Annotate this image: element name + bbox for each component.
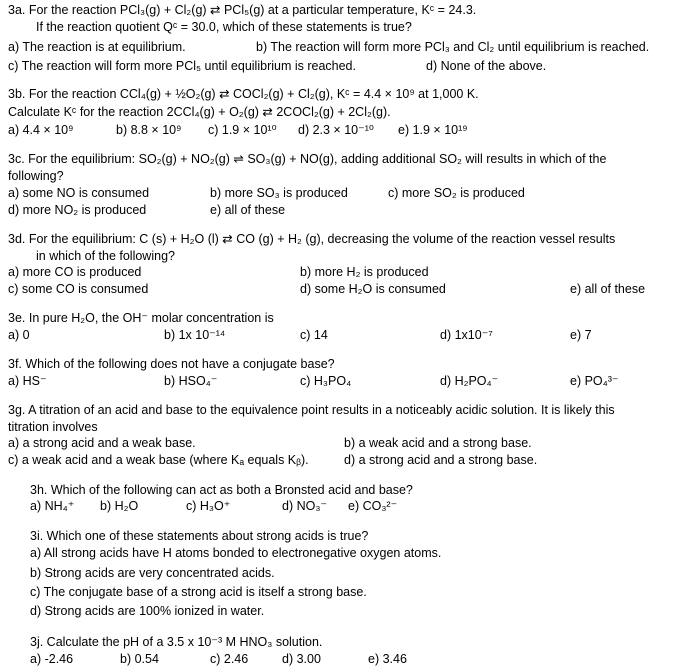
q3c-stem-line1: 3c. For the equilibrium: SO₂(g) + NO₂(g) ⇌ SO₃(g) + NO(g), adding additional SO₂ will results in which of the	[8, 152, 607, 166]
q3b-option-d: d) 2.3 × 10⁻¹⁰	[298, 123, 374, 137]
q3g-option-d: d) a strong acid and a strong base.	[344, 453, 538, 467]
q3g-stem-line1: 3g. A titration of an acid and base to the equivalence point results in a noticeably acidic solution. It is likely this	[8, 403, 615, 417]
q3g-option-b: b) a weak acid and a strong base.	[344, 436, 532, 450]
q3g-option-a: a) a strong acid and a weak base.	[8, 436, 196, 450]
q3f-stem: 3f. Which of the following does not have a conjugate base?	[8, 357, 335, 371]
q3e-option-d: d) 1x10⁻⁷	[440, 328, 493, 342]
q3h-option-c: c) H₃O⁺	[186, 499, 231, 513]
q3e-option-c: c) 14	[300, 328, 328, 342]
q3h-option-e: e) CO₃²⁻	[348, 499, 398, 513]
q3c-option-c: c) more SO₂ is produced	[388, 186, 525, 200]
q3c-option-a: a) some NO is consumed	[8, 186, 150, 200]
q3j-option-d: d) 3.00	[282, 652, 321, 666]
q3f-option-a: a) HS⁻	[8, 374, 47, 388]
q3c-stem-line2: following?	[8, 169, 64, 183]
q3b-stem-line2: Calculate Kᶜ for the reaction 2CCl₄(g) + O₂(g) ⇄ 2COCl₂(g) + 2Cl₂(g).	[8, 105, 391, 119]
q3j-stem: 3j. Calculate the pH of a 3.5 x 10⁻³ M HNO₃ solution.	[30, 635, 323, 649]
q3e-option-b: b) 1x 10⁻¹⁴	[164, 328, 226, 342]
q3j-option-e: e) 3.46	[368, 652, 407, 666]
q3f-option-d: d) H₂PO₄⁻	[440, 374, 499, 388]
q3f-option-b: b) HSO₄⁻	[164, 374, 218, 388]
q3h-stem: 3h. Which of the following can act as both a Bronsted acid and base?	[30, 483, 413, 497]
q3d-option-d: d) some H₂O is consumed	[300, 282, 446, 296]
q3c-option-d: d) more NO₂ is produced	[8, 203, 147, 217]
q3b-option-c: c) 1.9 × 10¹⁰	[208, 123, 277, 137]
q3e-stem: 3e. In pure H₂O, the OH⁻ molar concentration is	[8, 311, 274, 325]
q3b-option-a: a) 4.4 × 10⁹	[8, 123, 74, 137]
q3j-option-a: a) -2.46	[30, 652, 74, 666]
q3b-stem-line1: 3b. For the reaction CCl₄(g) + ½O₂(g) ⇄ COCl₂(g) + Cl₂(g), Kᶜ = 4.4 × 10⁹ at 1,000 K.	[8, 87, 479, 101]
q3d-option-c: c) some CO is consumed	[8, 282, 149, 296]
q3h-option-d: d) NO₃⁻	[282, 499, 328, 513]
q3d-stem-line1: 3d. For the equilibrium: C (s) + H₂O (l) ⇄ CO (g) + H₂ (g), decreasing the volume of the reaction vessel results	[8, 232, 616, 246]
q3e-option-a: a) 0	[8, 328, 30, 342]
q3j-option-b: b) 0.54	[120, 652, 159, 666]
q3a-option-a: a) The reaction is at equilibrium.	[8, 40, 186, 54]
q3d-stem-line2: in which of the following?	[36, 249, 175, 263]
q3c-option-e: e) all of these	[210, 203, 286, 217]
q3h-option-b: b) H₂O	[100, 499, 139, 513]
q3c-option-b: b) more SO₃ is produced	[210, 186, 348, 200]
q3f-option-c: c) H₃PO₄	[300, 374, 352, 388]
q3b-option-b: b) 8.8 × 10⁹	[116, 123, 182, 137]
q3a-stem-line2: If the reaction quotient Qᶜ = 30.0, which of these statements is true?	[36, 20, 412, 34]
q3i-stem: 3i. Which one of these statements about strong acids is true?	[30, 529, 369, 543]
q3a-option-c: c) The reaction will form more PCl₅ until equilibrium is reached.	[8, 59, 356, 73]
q3i-option-c: c) The conjugate base of a strong acid is itself a strong base.	[30, 585, 367, 599]
q3g-option-c: c) a weak acid and a weak base (where Kₐ equals Kᵦ).	[8, 453, 309, 467]
q3e-option-e: e) 7	[570, 328, 592, 342]
q3i-option-d: d) Strong acids are 100% ionized in water.	[30, 604, 265, 618]
q3g-stem-line2: titration involves	[8, 420, 98, 434]
q3a-stem-line1: 3a. For the reaction PCl₃(g) + Cl₂(g) ⇄ PCl₅(g) at a particular temperature, Kᶜ = 24.3.	[8, 3, 477, 17]
q3a-option-d: d) None of the above.	[426, 59, 547, 73]
q3h-option-a: a) NH₄⁺	[30, 499, 75, 513]
q3f-option-e: e) PO₄³⁻	[570, 374, 619, 388]
q3d-option-b: b) more H₂ is produced	[300, 265, 429, 279]
q3b-option-e: e) 1.9 × 10¹⁹	[398, 123, 468, 137]
q3i-option-a: a) All strong acids have H atoms bonded to electronegative oxygen atoms.	[30, 546, 442, 560]
q3d-option-e: e) all of these	[570, 282, 646, 296]
q3d-option-a: a) more CO is produced	[8, 265, 142, 279]
q3j-option-c: c) 2.46	[210, 652, 249, 666]
q3a-option-b: b) The reaction will form more PCl₃ and Cl₂ until equilibrium is reached.	[256, 40, 650, 54]
q3i-option-b: b) Strong acids are very concentrated acids.	[30, 566, 275, 580]
